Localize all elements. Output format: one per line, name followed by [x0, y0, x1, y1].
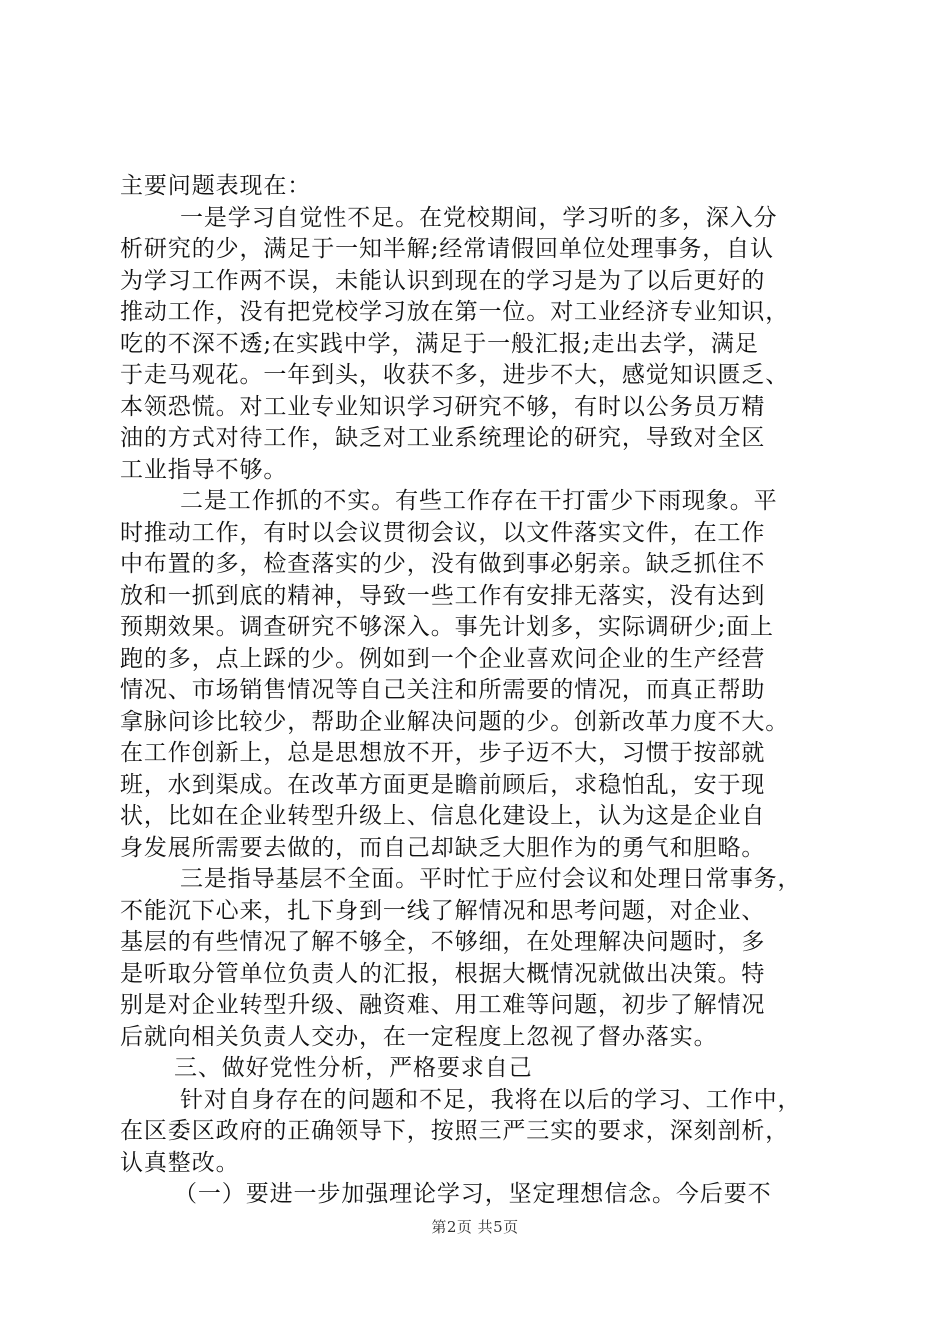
text-line: 为学习工作两不误，未能认识到现在的学习是为了以后更好的 — [120, 267, 766, 294]
text-line: 不能沉下心来，扎下身到一线了解情况和思考问题，对企业、 — [120, 897, 766, 924]
text-line: 预期效果。调查研究不够深入。事先计划多，实际调研少;面上 — [120, 614, 774, 640]
text-line: 本领恐慌。对工业专业知识学习研究不够，有时以公务员万精 — [120, 393, 766, 420]
text-line: 油的方式对待工作，缺乏对工业系统理论的研究，导致对全区 — [120, 425, 766, 451]
text-line: 吃的不深不透;在实践中学，满足于一般汇报;走出去学，满足 — [120, 330, 759, 357]
text-line: 在工作创新上，总是思想放不开，步子迈不大，习惯于按部就 — [120, 740, 766, 766]
text-line: 针对自身存在的问题和不足，我将在以后的学习、工作中， — [180, 1086, 802, 1113]
text-line: 班，水到渠成。在改革方面更是瞻前顾后，求稳怕乱，安于现 — [120, 771, 766, 798]
text-line: 主要问题表现在： — [120, 173, 312, 199]
text-line: 推动工作，没有把党校学习放在第一位。对工业经济专业知识， — [120, 299, 790, 325]
text-line: 时推动工作，有时以会议贯彻会议，以文件落实文件，在工作 — [120, 519, 766, 546]
page-footer: 第2页 共5页 — [431, 1218, 519, 1236]
text-line: 拿脉问诊比较少，帮助企业解决问题的少。创新改革力度不大。 — [120, 708, 790, 735]
text-line: （一）要进一步加强理论学习，坚定理想信念。今后要不 — [174, 1181, 772, 1207]
text-line: 跑的多，点上踩的少。例如到一个企业喜欢问企业的生产经营 — [120, 645, 766, 672]
text-line: 三是指导基层不全面。平时忙于应付会议和处理日常事务， — [180, 866, 802, 892]
text-line: 析研究的少，满足于一知半解;经常请假回单位处理事务，自认 — [120, 236, 774, 262]
text-line: 身发展所需要去做的，而自己却缺乏大胆作为的勇气和胆略。 — [120, 834, 766, 861]
text-line: 工业指导不够。 — [120, 456, 288, 483]
text-line: 情况、市场销售情况等自己关注和所需要的情况，而真正帮助 — [120, 677, 766, 703]
text-line: 状，比如在企业转型升级上、信息化建设上，认为这是企业自 — [120, 803, 766, 829]
text-line: 二是工作抓的不实。有些工作存在干打雷少下雨现象。平 — [180, 488, 778, 514]
text-line: 在区委区政府的正确领导下，按照三严三实的要求，深刻剖析， — [120, 1118, 790, 1144]
text-line: 于走马观花。一年到头，收获不多，进步不大，感觉知识匮乏、 — [120, 362, 790, 388]
document-body — [120, 171, 840, 1211]
text-line: 后就向相关负责人交办，在一定程度上忽视了督办落实。 — [120, 1023, 718, 1050]
text-line: 放和一抓到底的精神，导致一些工作有安排无落实，没有达到 — [120, 582, 766, 609]
text-line: 是听取分管单位负责人的汇报，根据大概情况就做出决策。特 — [120, 960, 766, 987]
text-line: 认真整改。 — [120, 1149, 240, 1176]
text-line: 基层的有些情况了解不够全，不够细，在处理解决问题时，多 — [120, 929, 766, 955]
text-line: 一是学习自觉性不足。在党校期间，学习听的多，深入分 — [180, 204, 778, 231]
text-line: 中布置的多，检查落实的少，没有做到事必躬亲。缺乏抓住不 — [120, 551, 766, 577]
text-line: 三、做好党性分析，严格要求自己 — [174, 1055, 533, 1081]
text-line: 别是对企业转型升级、融资难、用工难等问题，初步了解情况 — [120, 992, 766, 1018]
